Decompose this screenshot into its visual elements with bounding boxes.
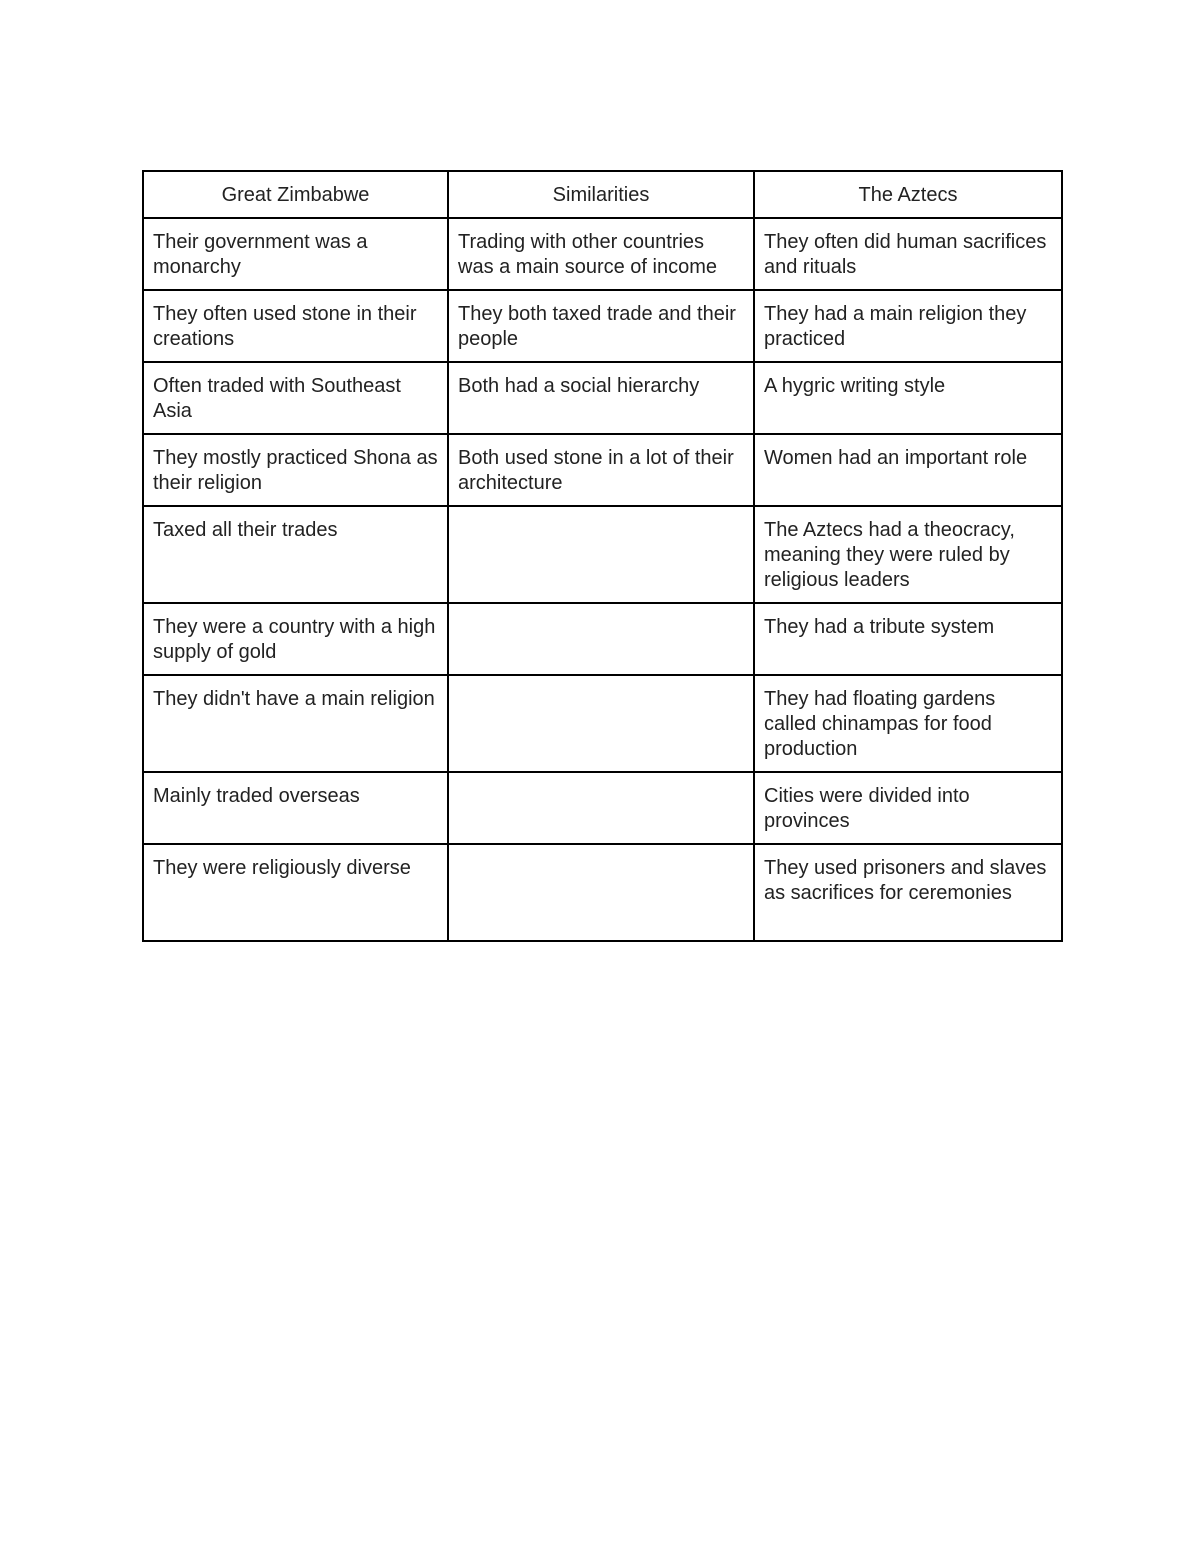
aztecs-cell: The Aztecs had a theocracy, meaning they were ruled by religious leaders (754, 506, 1062, 603)
header-similarities: Similarities (448, 171, 754, 218)
aztecs-cell: Women had an important role (754, 434, 1062, 506)
similarities-cell (448, 675, 754, 772)
table-row (143, 434, 1062, 506)
aztecs-cell: They often did human sacrifices and rituals (754, 218, 1062, 290)
table-row (143, 506, 1062, 603)
similarities-cell: Trading with other countries was a main source of income (448, 218, 754, 290)
great-zimbabwe-cell: They often used stone in their creations (143, 290, 448, 362)
great-zimbabwe-cell: Their government was a monarchy (143, 218, 448, 290)
aztecs-cell: They had floating gardens called chinampas for food production (754, 675, 1062, 772)
similarities-cell (448, 603, 754, 675)
great-zimbabwe-cell: They were religiously diverse (143, 844, 448, 941)
table-row (143, 218, 1062, 290)
table-row (143, 772, 1062, 844)
similarities-cell (448, 772, 754, 844)
aztecs-cell: A hygric writing style (754, 362, 1062, 434)
great-zimbabwe-cell: They mostly practiced Shona as their religion (143, 434, 448, 506)
great-zimbabwe-cell: Taxed all their trades (143, 506, 448, 603)
table-row (143, 603, 1062, 675)
table-header-row (143, 171, 1062, 218)
aztecs-cell: They had a main religion they practiced (754, 290, 1062, 362)
great-zimbabwe-cell: Often traded with Southeast Asia (143, 362, 448, 434)
header-great-zimbabwe: Great Zimbabwe (143, 171, 448, 218)
aztecs-cell: They had a tribute system (754, 603, 1062, 675)
table-row (143, 290, 1062, 362)
similarities-cell: They both taxed trade and their people (448, 290, 754, 362)
table-row (143, 675, 1062, 772)
header-the-aztecs: The Aztecs (754, 171, 1062, 218)
similarities-cell: Both used stone in a lot of their architecture (448, 434, 754, 506)
similarities-cell (448, 844, 754, 941)
aztecs-cell: They used prisoners and slaves as sacrifices for ceremonies (754, 844, 1062, 941)
great-zimbabwe-cell: Mainly traded overseas (143, 772, 448, 844)
aztecs-cell: Cities were divided into provinces (754, 772, 1062, 844)
great-zimbabwe-cell: They were a country with a high supply of gold (143, 603, 448, 675)
similarities-cell (448, 506, 754, 603)
similarities-cell: Both had a social hierarchy (448, 362, 754, 434)
great-zimbabwe-cell: They didn't have a main religion (143, 675, 448, 772)
table-row (143, 362, 1062, 434)
table-row (143, 844, 1062, 941)
comparison-table (142, 170, 1063, 942)
